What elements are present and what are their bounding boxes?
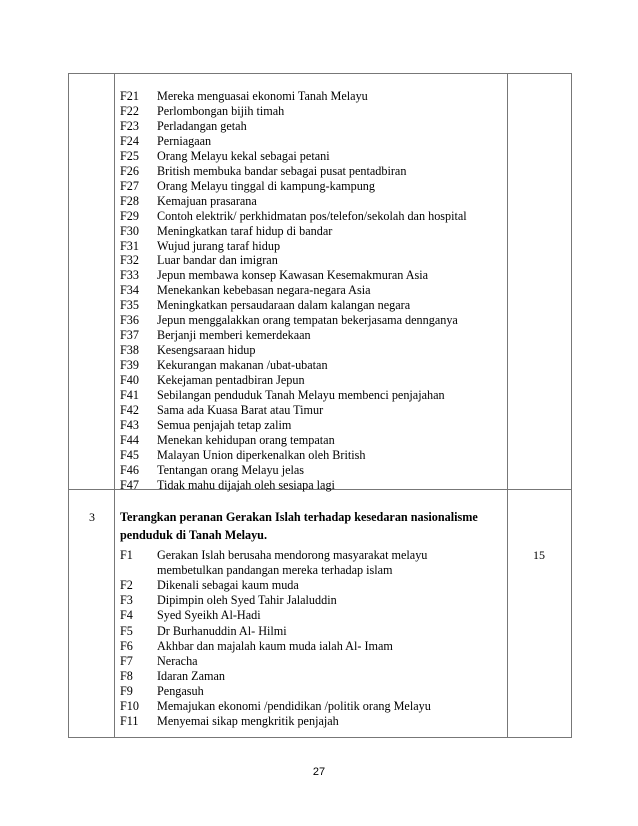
point-text: Perniagaan [157, 133, 212, 148]
point-text: Syed Syeikh Al-Hadi [157, 608, 261, 623]
point-text: membetulkan pandangan mereka terhadap islam [157, 563, 393, 578]
point-code: F9 [120, 683, 133, 698]
table-bottom-border [68, 737, 572, 738]
point-text: Orang Melayu kekal sebagai petani [157, 148, 330, 163]
point-code: F35 [120, 298, 139, 313]
point-code: F31 [120, 238, 139, 253]
point-code: F47 [120, 477, 139, 492]
point-code: F6 [120, 638, 133, 653]
point-code: F21 [120, 89, 139, 103]
point-text: Mereka menguasai ekonomi Tanah Melayu [157, 89, 368, 103]
point-code: F8 [120, 668, 133, 683]
point-text: Dr Burhanuddin Al- Hilmi [157, 623, 287, 638]
point-text: Kekejaman pentadbiran Jepun [157, 373, 305, 388]
point-text: Akhbar dan majalah kaum muda ialah Al- Imam [157, 638, 393, 653]
point-code: F46 [120, 462, 139, 477]
table-left-border [68, 73, 69, 738]
point-code: F5 [120, 623, 133, 638]
point-text: Semua penjajah tetap zalim [157, 417, 292, 432]
point-code: F39 [120, 358, 139, 373]
point-code: F1 [120, 548, 133, 562]
point-text: Wujud jurang taraf hidup [157, 238, 281, 253]
question-text: Terangkan peranan Gerakan Islah terhadap kesedaran nasionalisme penduduk di Tanah Melayu. [120, 510, 478, 542]
point-code: F4 [120, 608, 133, 623]
point-code: F40 [120, 373, 139, 388]
point-text: Tidak mahu dijajah oleh sesiapa lagi [157, 477, 335, 492]
point-code: F32 [120, 253, 139, 268]
point-text: Meningkatkan persaudaraan dalam kalangan negara [157, 298, 411, 313]
point-text: Luar bandar dan imigran [157, 253, 278, 268]
point-text: Berjanji memberi kemerdekaan [157, 328, 311, 343]
point-text: Perladangan getah [157, 118, 247, 133]
point-code: F37 [120, 328, 139, 343]
point-code: F22 [120, 103, 139, 118]
point-text: Jepun membawa konsep Kawasan Kesemakmuran Asia [157, 268, 429, 283]
point-text: Orang Melayu tinggal di kampung-kampung [157, 178, 375, 193]
point-code: F43 [120, 417, 139, 432]
point-text: Tentangan orang Melayu jelas [157, 462, 305, 477]
point-text: Dikenali sebagai kaum muda [157, 578, 299, 593]
point-text: Sama ada Kuasa Barat atau Timur [157, 402, 324, 417]
point-code: F27 [120, 178, 139, 193]
table-top-border [68, 73, 572, 74]
point-code: F30 [120, 223, 139, 238]
point-text: British membuka bandar sebagai pusat pentadbiran [157, 163, 407, 178]
point-text: Memajukan ekonomi /pendidikan /politik orang Melayu [157, 699, 431, 713]
point-text: Kemajuan prasarana [157, 193, 257, 208]
point-text: Sebilangan penduduk Tanah Melayu membenci penjajahan [157, 388, 445, 402]
question-marks: 15 [533, 548, 545, 562]
point-text: Menyemai sikap mengkritik penjajah [157, 714, 339, 729]
point-text: Meningkatkan taraf hidup di bandar [157, 223, 333, 238]
point-code: F3 [120, 593, 133, 608]
point-code: F44 [120, 432, 139, 447]
point-text: Dipimpin oleh Syed Tahir Jalaluddin [157, 593, 337, 608]
point-code: F23 [120, 118, 139, 133]
point-code: F45 [120, 447, 139, 462]
point-text: Menekan kehidupan orang tempatan [157, 432, 335, 447]
point-code: F7 [120, 653, 133, 668]
point-code: F42 [120, 402, 139, 417]
column-divider-2 [507, 73, 508, 738]
point-code: F25 [120, 148, 139, 163]
point-code: F24 [120, 133, 139, 148]
point-code: F26 [120, 163, 139, 178]
point-text: Jepun menggalakkan orang tempatan bekerjasama dennganya [157, 313, 458, 328]
point-text: Menekankan kebebasan negara-negara Asia [157, 283, 371, 298]
column-divider-1 [114, 73, 115, 738]
point-code: F36 [120, 313, 139, 328]
table-right-border [571, 73, 572, 738]
point-code: F2 [120, 578, 133, 593]
point-code: F11 [120, 714, 139, 729]
point-code: F33 [120, 268, 139, 283]
point-code: F10 [120, 699, 139, 713]
point-code: F34 [120, 283, 139, 298]
page-number: 27 [312, 766, 326, 778]
point-text: Neracha [157, 653, 198, 668]
point-text: Contoh elektrik/ perkhidmatan pos/telefon/sekolah dan hospital [157, 208, 467, 223]
point-code: F41 [120, 388, 139, 402]
question-number: 3 [89, 510, 95, 524]
point-text: Pengasuh [157, 683, 204, 698]
point-text: Kesengsaraan hidup [157, 343, 256, 358]
point-code: F29 [120, 208, 139, 223]
point-text: Kekurangan makanan /ubat-ubatan [157, 358, 328, 373]
point-text: Idaran Zaman [157, 668, 226, 683]
point-code: F28 [120, 193, 139, 208]
point-code: F38 [120, 343, 139, 358]
point-text: Perlombongan bijih timah [157, 103, 285, 118]
point-text: Gerakan Islah berusaha mendorong masyarakat melayu [157, 548, 428, 562]
point-text: Malayan Union diperkenalkan oleh British [157, 447, 366, 462]
